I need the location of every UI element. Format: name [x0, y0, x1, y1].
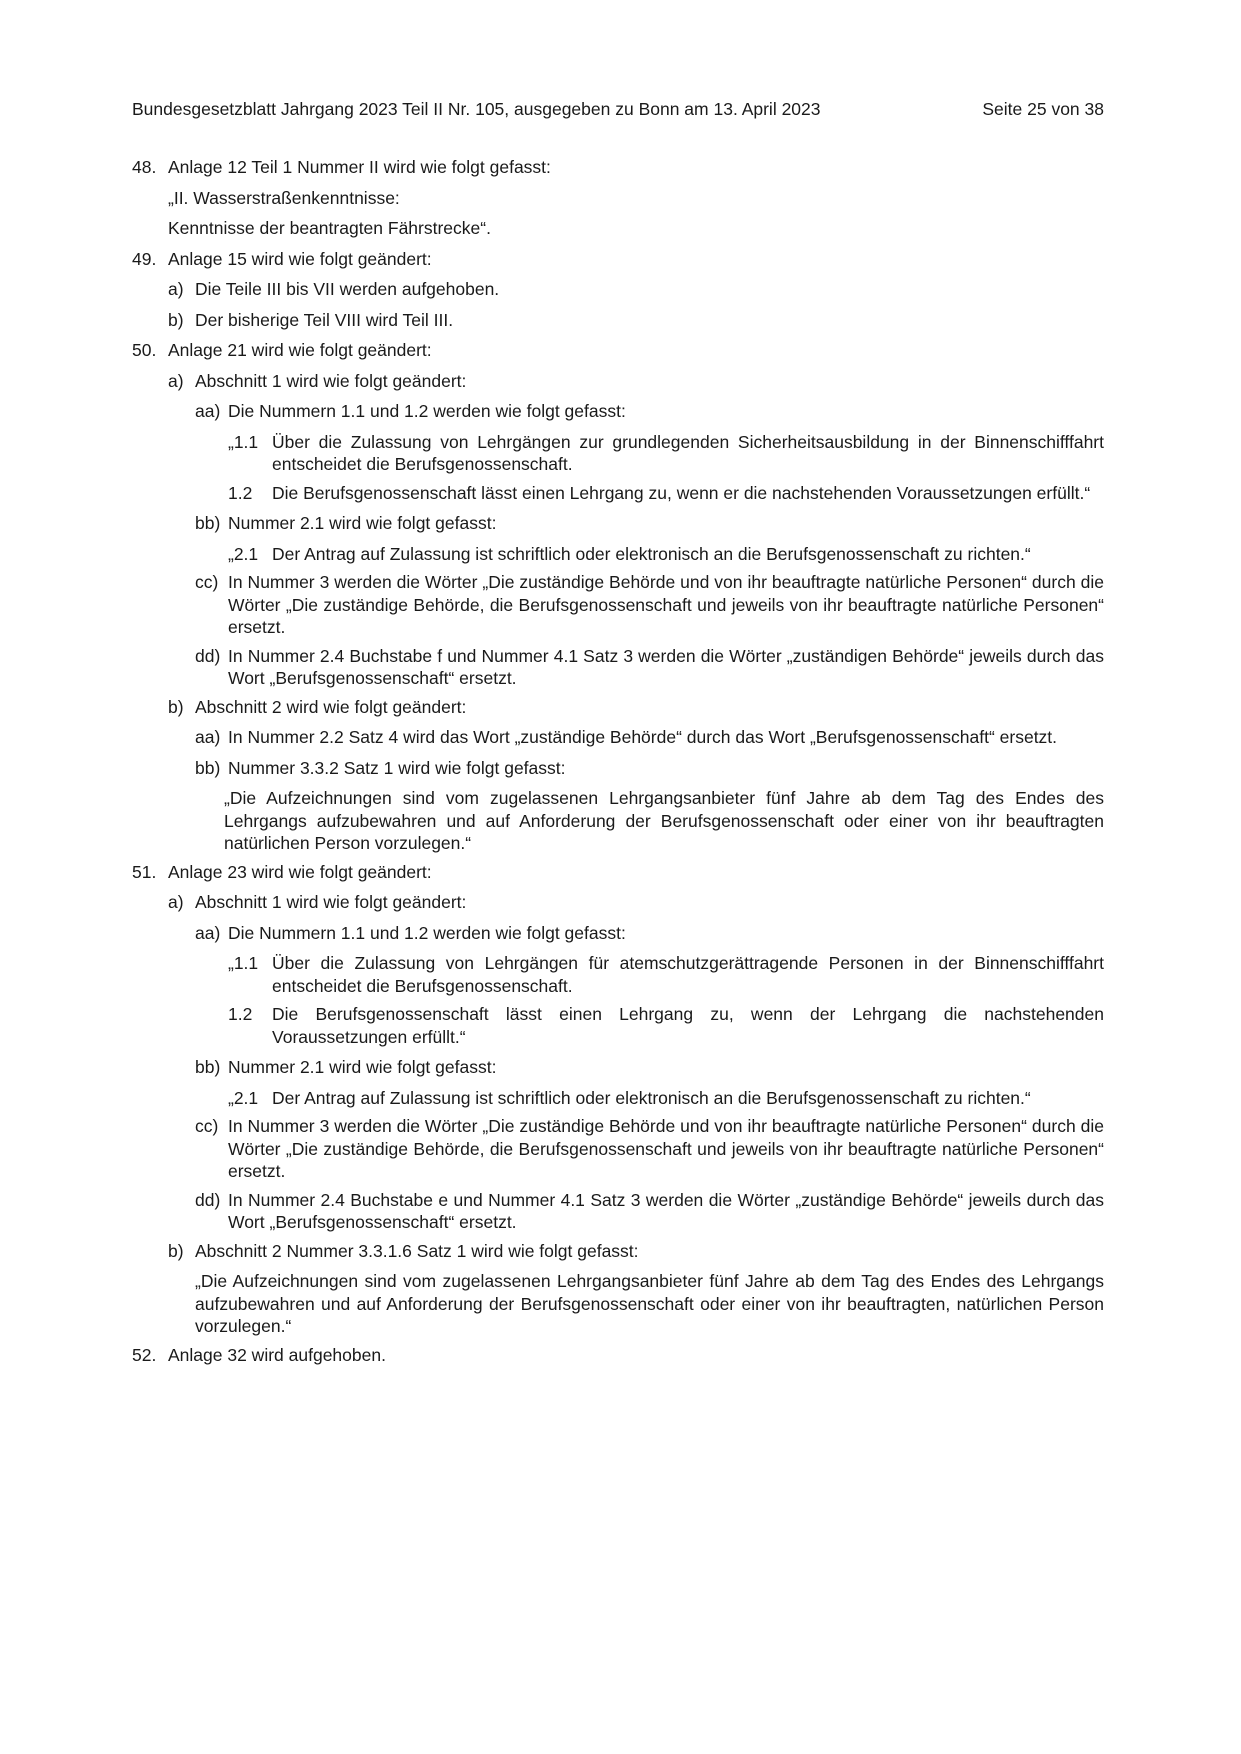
- gazette-title: Bundesgesetzblatt Jahrgang 2023 Teil II Nr. 105, ausgegeben zu Bonn am 13. April 2023: [132, 99, 821, 119]
- sub-item-b: [168, 696, 1104, 719]
- sub-item-aa: [195, 726, 1104, 749]
- number-text: Die Berufsgenossenschaft lässt einen Lehrgang zu, wenn der Lehrgang die nachstehenden Voraussetzungen erfüllt.“: [272, 1004, 1104, 1047]
- number-text: Der Antrag auf Zulassung ist schriftlich oder elektronisch an die Berufsgenossenschaft zu richten.“: [272, 1087, 1031, 1108]
- sub-label: a): [168, 892, 184, 912]
- sub-label: b): [168, 1240, 184, 1261]
- sub-label: a): [168, 279, 184, 299]
- number-2-1: [228, 1087, 1104, 1110]
- sub-item-aa: [195, 922, 1104, 945]
- page-header: [132, 99, 1104, 120]
- sub-label: b): [168, 309, 184, 330]
- sub-text: In Nummer 2.2 Satz 4 wird das Wort „zuständige Behörde“ durch das Wort „Berufsgenossenschaft“ ersetzt.: [228, 727, 1058, 747]
- sub-item-a: [168, 278, 1104, 301]
- sub-label: cc): [195, 1116, 219, 1136]
- sub-text: Nummer 3.3.2 Satz 1 wird wie folgt gefasst:: [228, 757, 566, 778]
- sub-item-b: [168, 1240, 1104, 1263]
- sub-item-a: [168, 370, 1104, 393]
- item-50: [132, 339, 1104, 362]
- page-number: Seite 25 von 38: [982, 99, 1104, 119]
- sub-item-bb: [195, 512, 1104, 535]
- sub-item-bb: [195, 757, 1104, 780]
- sub-label: b): [168, 696, 184, 717]
- sub-label: aa): [195, 922, 221, 943]
- number-text: Der Antrag auf Zulassung ist schriftlich oder elektronisch an die Berufsgenossenschaft zu richten.“: [272, 543, 1031, 564]
- item-number: 51.: [132, 861, 157, 882]
- number-label: „2.1: [228, 543, 259, 564]
- number-label: 1.2: [228, 1004, 253, 1024]
- sub-text: In Nummer 3 werden die Wörter „Die zuständige Behörde und von ihr beauftragte natürliche Personen“ durch die Wörter „Die zuständige Behörde, die Berufsgenossenschaft und jeweils von ihr beauftragte natürliche Personen“ ersetzt.: [228, 1116, 1104, 1181]
- sub-item-dd: [195, 1189, 1104, 1234]
- sub-text: Nummer 2.1 wird wie folgt gefasst:: [228, 1057, 497, 1077]
- sub-label: bb): [195, 513, 221, 533]
- sub-text: Der bisherige Teil VIII wird Teil III.: [195, 309, 454, 330]
- number-1-1: [228, 431, 1104, 476]
- item-51: [132, 861, 1104, 884]
- item-number: 48.: [132, 157, 157, 177]
- item-text: Anlage 32 wird aufgehoben.: [168, 1344, 386, 1365]
- sub-text: In Nummer 3 werden die Wörter „Die zuständige Behörde und von ihr beauftragte natürliche Personen“ durch die Wörter „Die zuständige Behörde, die Berufsgenossenschaft und jeweils von ihr beauftragte natürliche Personen“ ersetzt.: [228, 572, 1104, 637]
- item-48: [132, 156, 1104, 179]
- item-text: Anlage 15 wird wie folgt geändert:: [168, 248, 432, 269]
- sub-text: Die Nummern 1.1 und 1.2 werden wie folgt gefasst:: [228, 401, 626, 421]
- sub-item-a: [168, 891, 1104, 914]
- sub-label: a): [168, 370, 184, 391]
- item-text: Anlage 12 Teil 1 Nummer II wird wie folgt gefasst:: [168, 157, 551, 177]
- sub-item-cc: [195, 1115, 1104, 1183]
- replacement-quote: „Die Aufzeichnungen sind vom zugelassenen Lehrgangsanbieter fünf Jahre ab dem Tag des Endes des Lehrgangs aufzubewahren und auf Anforderung der Berufsgenossenschaft oder einer von ihr beauftragten, natürlichen Person vorzulegen.“: [195, 1271, 1104, 1336]
- quote-line: Kenntnisse der beantragten Fährstrecke“.: [168, 218, 491, 238]
- item-number: 49.: [132, 248, 157, 269]
- sub-text: Die Nummern 1.1 und 1.2 werden wie folgt gefasst:: [228, 922, 626, 943]
- sub-text: In Nummer 2.4 Buchstabe f und Nummer 4.1 Satz 3 werden die Wörter „zuständigen Behörde“ jeweils durch das Wort „Berufsgenossenschaft“ ersetzt.: [228, 645, 1104, 688]
- sub-item-dd: [195, 645, 1104, 690]
- sub-text: Abschnitt 2 wird wie folgt geändert:: [195, 696, 467, 717]
- replacement-quote: „Die Aufzeichnungen sind vom zugelassenen Lehrgangsanbieter fünf Jahre ab dem Tag des Endes des Lehrgangs aufzubewahren und auf Anforderung der Berufsgenossenschaft oder einer von ihr beauftragten natürlichen Person vorzulegen.“: [224, 788, 1104, 853]
- item-text: Anlage 21 wird wie folgt geändert:: [168, 340, 432, 360]
- number-text: Über die Zulassung von Lehrgängen zur grundlegenden Sicherheitsausbildung in der Binnenschifffahrt entscheidet die Berufsgenossenschaft.: [272, 431, 1104, 474]
- sub-label: bb): [195, 1057, 221, 1077]
- number-1-2: [228, 482, 1104, 505]
- number-2-1: [228, 543, 1104, 566]
- number-label: „1.1: [228, 953, 259, 973]
- number-label: „2.1: [228, 1087, 259, 1108]
- sub-label: dd): [195, 1189, 221, 1210]
- sub-text: Abschnitt 1 wird wie folgt geändert:: [195, 370, 467, 391]
- number-label: „1.1: [228, 431, 259, 452]
- sub-text: Nummer 2.1 wird wie folgt gefasst:: [228, 513, 497, 533]
- sub-text: In Nummer 2.4 Buchstabe e und Nummer 4.1 Satz 3 werden die Wörter „zuständige Behörde“ jeweils durch das Wort „Berufsgenossenschaft“ ersetzt.: [228, 1189, 1104, 1232]
- sub-item-bb: [195, 1056, 1104, 1079]
- item-number: 52.: [132, 1344, 157, 1365]
- number-text: Über die Zulassung von Lehrgängen für atemschutzgerättragende Personen in der Binnenschifffahrt entscheidet die Berufsgenossenschaft.: [272, 953, 1104, 996]
- item-52: [132, 1344, 1104, 1367]
- sub-label: dd): [195, 645, 221, 666]
- document-body: [132, 156, 1104, 1366]
- sub-text: Die Teile III bis VII werden aufgehoben.: [195, 279, 500, 299]
- sub-item-cc: [195, 571, 1104, 639]
- item-text: Anlage 23 wird wie folgt geändert:: [168, 861, 432, 882]
- number-1-1: [228, 952, 1104, 997]
- number-text: Die Berufsgenossenschaft lässt einen Lehrgang zu, wenn er die nachstehenden Voraussetzungen erfüllt.“: [272, 482, 1091, 503]
- number-1-2: [228, 1003, 1104, 1048]
- sub-label: cc): [195, 572, 219, 592]
- sub-label: aa): [195, 401, 221, 421]
- number-label: 1.2: [228, 482, 253, 503]
- sub-item-b: [168, 309, 1104, 332]
- quote-line: „II. Wasserstraßenkenntnisse:: [168, 187, 400, 208]
- sub-text: Abschnitt 2 Nummer 3.3.1.6 Satz 1 wird wie folgt gefasst:: [195, 1240, 639, 1261]
- sub-label: aa): [195, 727, 221, 747]
- item-49: [132, 248, 1104, 271]
- sub-text: Abschnitt 1 wird wie folgt geändert:: [195, 892, 467, 912]
- sub-label: bb): [195, 757, 221, 778]
- item-number: 50.: [132, 340, 157, 360]
- sub-item-aa: [195, 400, 1104, 423]
